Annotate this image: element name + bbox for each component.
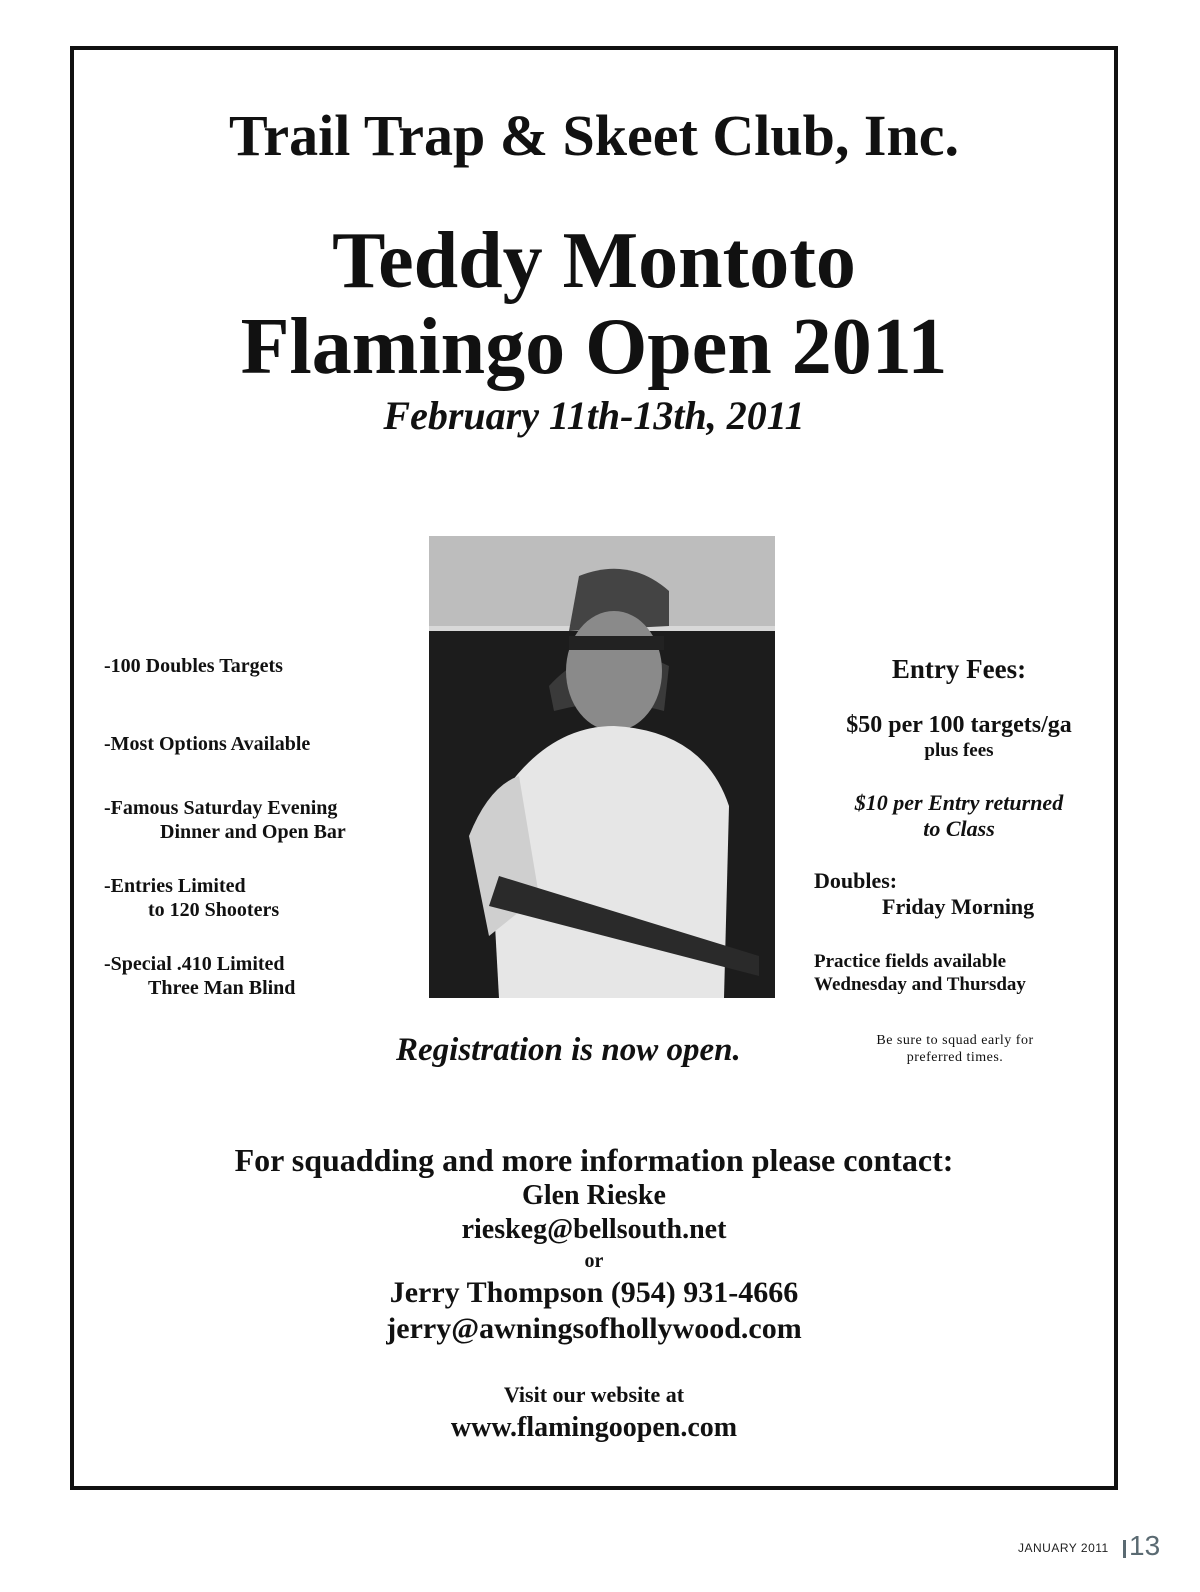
doubles-time: Friday Morning	[882, 894, 1035, 919]
feature-2-text: -Most Options Available	[104, 733, 311, 755]
feature-1-text: -100 Doubles Targets	[104, 655, 283, 677]
doubles-label: Doubles:	[814, 868, 898, 893]
doubles-info	[814, 868, 1034, 920]
contact-name-phone-2: Jerry Thompson (954) 931-4666	[389, 1276, 799, 1309]
shooter-photo-image	[429, 536, 775, 998]
feature-5-line2: Three Man Blind	[148, 977, 296, 999]
shooter-photo	[429, 536, 775, 998]
feature-1	[104, 654, 283, 678]
entry-fees-title: Entry Fees:	[891, 654, 1027, 684]
feature-2	[104, 732, 310, 756]
feature-4	[104, 874, 279, 922]
website-url: www.flamingoopen.com	[450, 1412, 738, 1443]
registration-open: Registration is now open.	[396, 1032, 741, 1068]
feature-3	[104, 796, 346, 844]
feature-5-line1: -Special .410 Limited	[104, 953, 285, 975]
feature-5	[104, 952, 295, 1000]
feature-3-line1: -Famous Saturday Evening	[104, 797, 338, 819]
page-number: 13	[1129, 1530, 1161, 1561]
feature-4-line1: -Entries Limited	[104, 875, 246, 897]
feature-4-line2: to 120 Shooters	[148, 899, 280, 921]
event-title-line2: Flamingo Open 2011	[240, 303, 948, 391]
entry-fee-returned-line2: to Class	[923, 816, 995, 841]
contact-email-2: jerry@awningsofhollywood.com	[386, 1312, 802, 1345]
website-label: Visit our website at	[503, 1382, 685, 1407]
flyer-frame	[70, 46, 1118, 1490]
practice-info	[814, 950, 1026, 996]
contact-or: or	[584, 1250, 604, 1272]
entry-fee-returned	[809, 790, 1109, 842]
issue-label: JANUARY 2011	[1018, 1541, 1109, 1555]
event-dates: February 11th-13th, 2011	[383, 393, 805, 438]
entry-fee-returned-line1: $10 per Entry returned	[854, 790, 1064, 815]
footer-divider	[1123, 1540, 1126, 1558]
feature-3-line2: Dinner and Open Bar	[160, 821, 346, 843]
entry-fee-main: $50 per 100 targets/ga	[846, 712, 1072, 738]
practice-line2: Wednesday and Thursday	[814, 974, 1026, 995]
contact-name-1: Glen Rieske	[522, 1180, 666, 1211]
event-title-line1: Teddy Montoto	[332, 217, 856, 305]
entry-fee-sub: plus fees	[924, 740, 994, 761]
squad-note-line2: preferred times.	[906, 1050, 1004, 1065]
practice-line1: Practice fields available	[814, 951, 1007, 972]
club-name: Trail Trap & Skeet Club, Inc.	[229, 103, 959, 168]
contact-email-1: rieskeg@bellsouth.net	[461, 1214, 727, 1245]
squad-note-line1: Be sure to squad early for	[876, 1033, 1034, 1048]
contact-heading: For squadding and more information please contact:	[234, 1142, 954, 1178]
squad-note	[844, 1032, 1066, 1066]
